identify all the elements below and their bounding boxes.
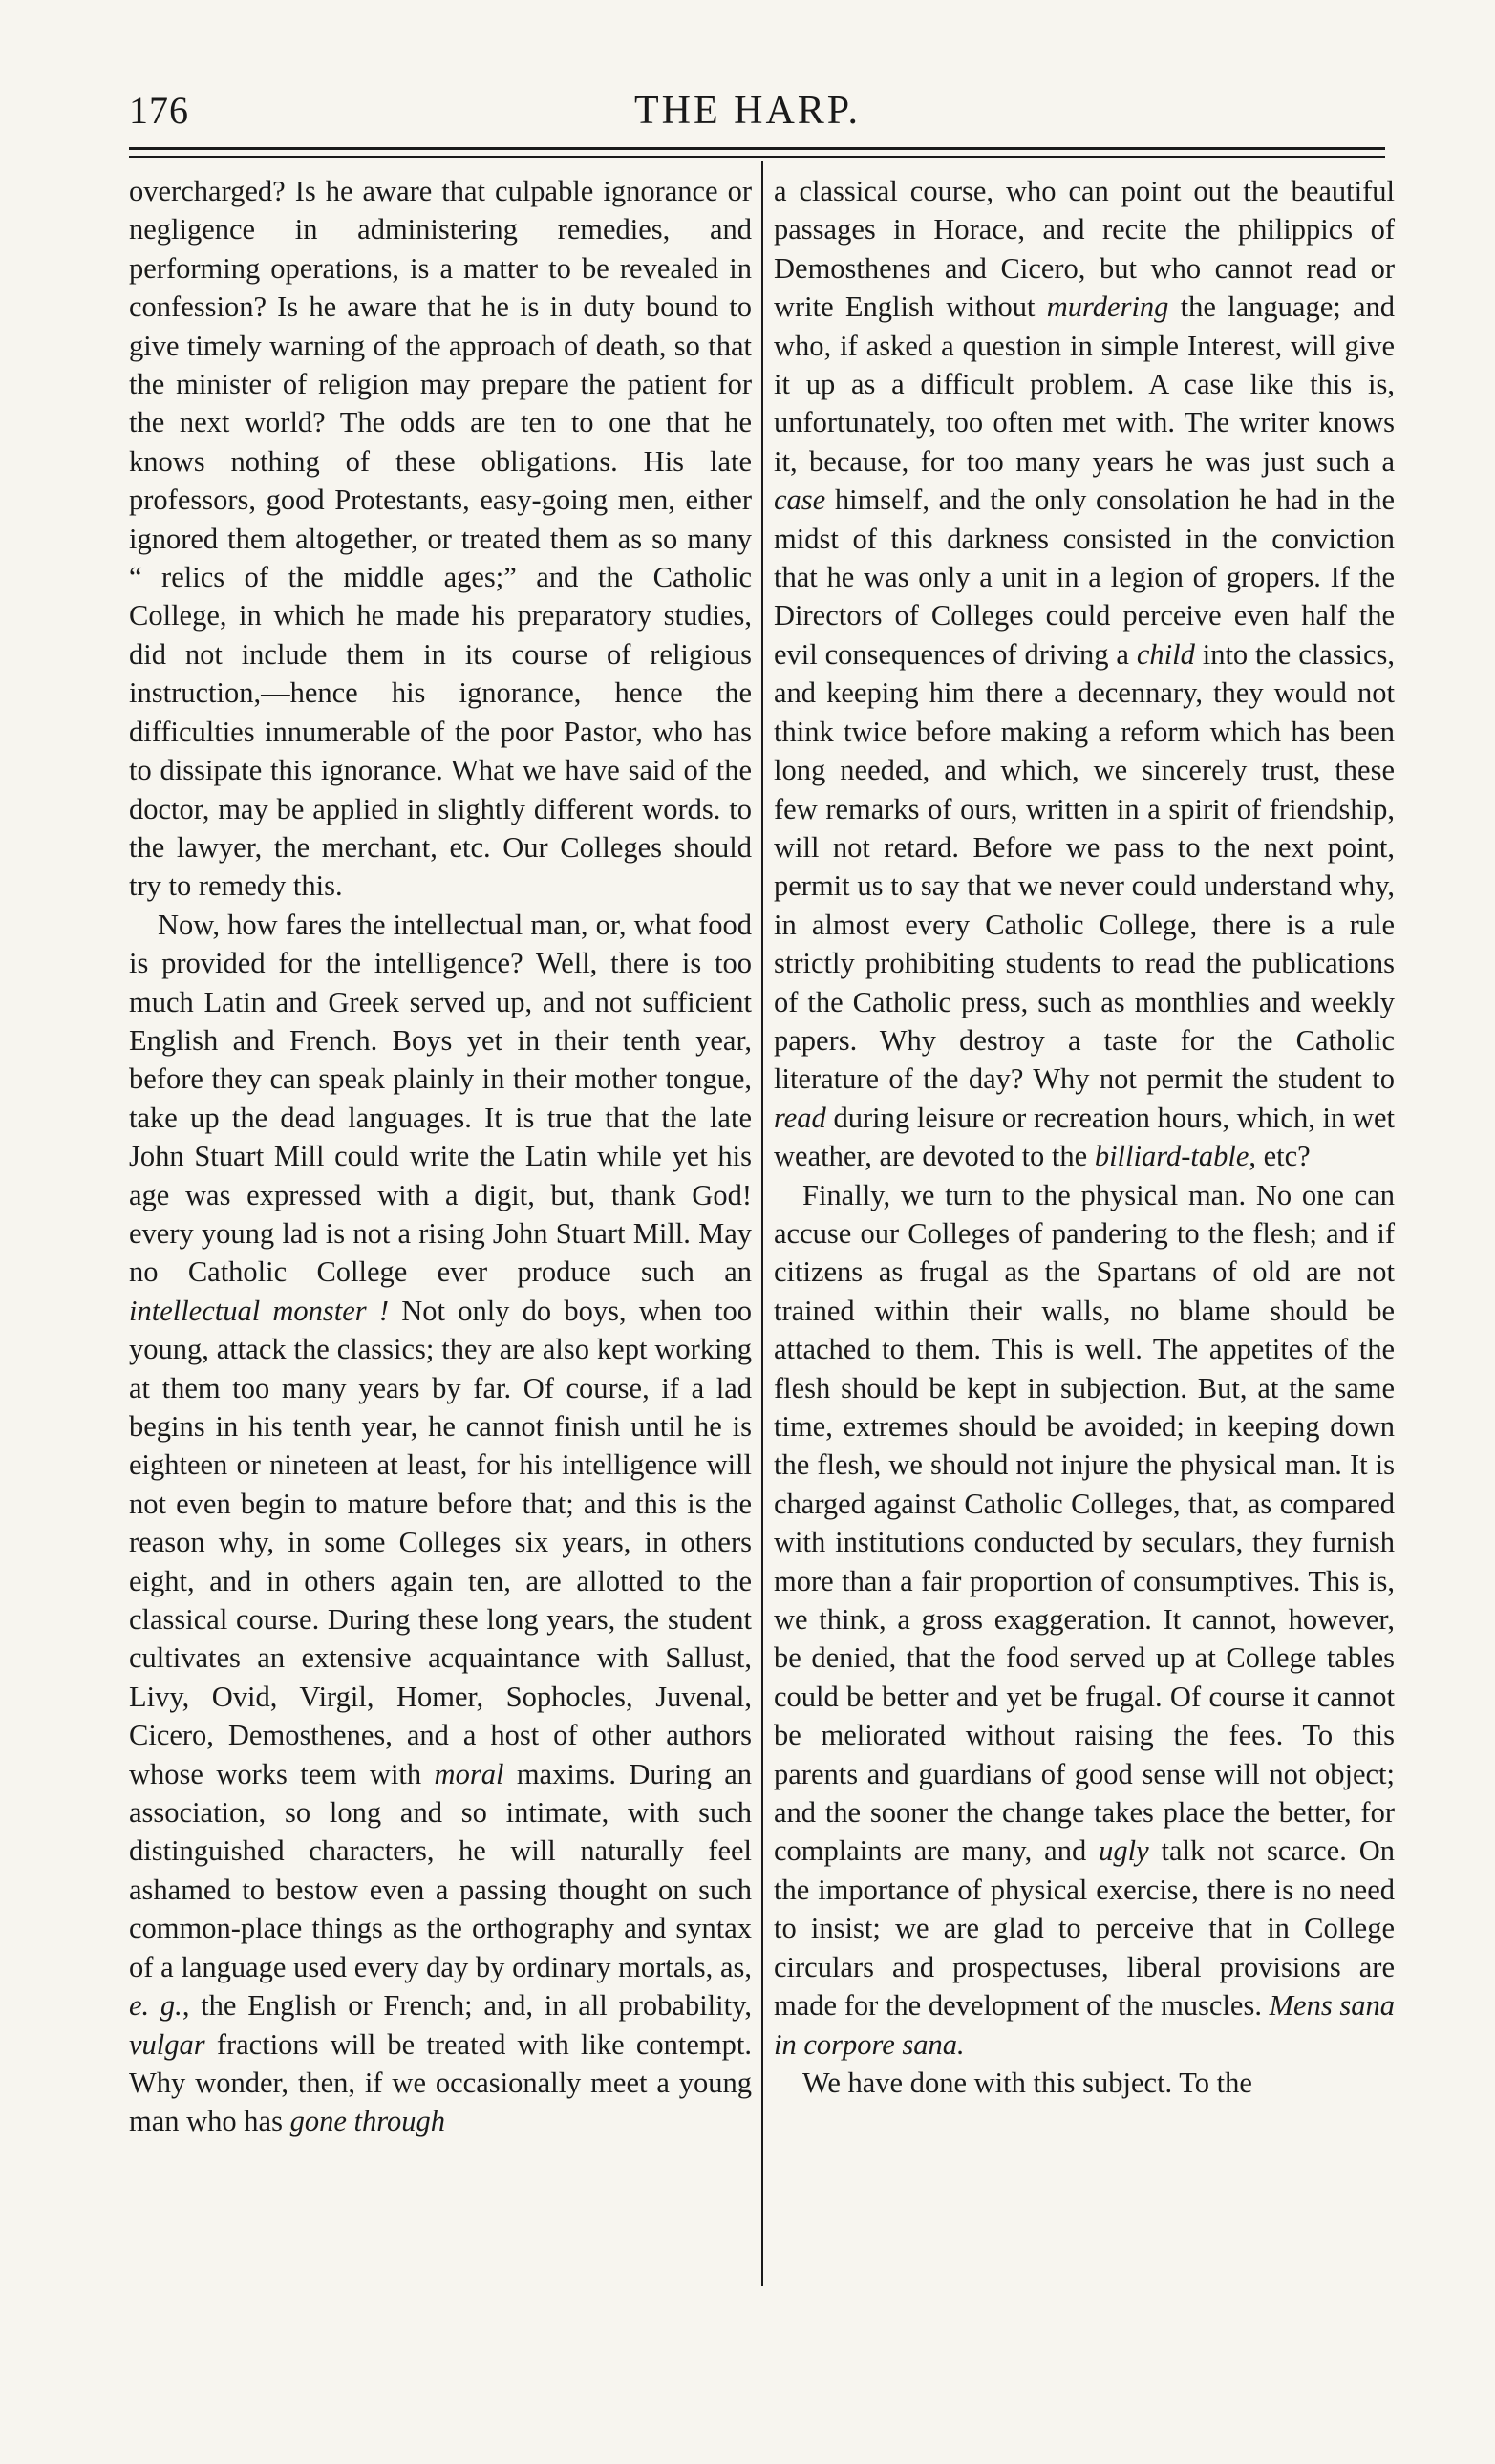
italic-run: e. g. xyxy=(129,1989,182,2023)
italic-run: ugly xyxy=(1099,1834,1149,1868)
paragraph-physical-man xyxy=(774,1176,1395,2064)
header-rule-top xyxy=(129,147,1385,150)
text-run: during leisure or recreation hours, which, in wet weather, are devoted to the xyxy=(774,1101,1395,1173)
text-run: overcharged? Is he aware that culpable ignorance or negligence in administering remedies, and performing operations, is a matter to be revealed in confession? Is he aware that he is in duty bound to give timely warning of the approach of death, so that the minister of religion may prepare the patient for the next world? The odds are ten to one that he knows nothing of these obligations. His late professors, good Protestants, easy-going men, either ignored them altogether, or treated them as so many “ relics of the middle ages;” and the Catholic College, in which he made his preparatory studies, did not include them in its course of religious instruction,—hence his ignorance, hence the difficulties innumerable of the poor Pastor, who has to dissipate this ignorance. What we have said of the doctor, may be applied in slightly different words. to the lawyer, the merchant, etc. Our Colleges should try to remedy this. xyxy=(129,175,752,903)
text-run: , etc? xyxy=(1249,1140,1311,1173)
italic-run: moral xyxy=(434,1757,504,1790)
text-run: himself, and the only consolation he had in the midst of this darkness consisted in the conviction that he was only a unit in a legion of gropers. If the Directors of Colleges could perceive even half the evil consequences of driving a xyxy=(774,483,1395,671)
italic-run: gone through xyxy=(289,2105,445,2138)
text-run: into the classics, and keeping him there a decennary, they would not think twice before making a reform which has been long needed, and which, we sincerely trust, these few remarks of ours, written in a spirit of friendship, will not retard. Before we pass to the next point, permit us to say that we never could understand why, in almost every Catholic College, there is a rule strictly prohibiting students to read the publications of the Catholic press, such as monthlies and weekly papers. Why destroy a taste for the Catholic literature of the day? Why not permit the student to xyxy=(774,637,1395,1096)
text-run: Not only do boys, when too young, attack the classics; they are also kept working at them too many years by far. Of course, if a lad begins in his tenth year, he cannot finish until he is eighteen or nineteen at least, for his intelligence will not even begin to mature before that; and this is the reason why, in some Colleges six years, in others eight, and in others again ten, are allotted to the classical course. During these long years, the student cultivates an extensive acquaintance with Sallust, Livy, Ovid, Virgil, Homer, Sophocles, Juvenal, Cicero, Demosthenes, and a host of other authors whose works teem with xyxy=(129,1294,752,1790)
text-run: We have done with this subject. To the xyxy=(802,2066,1252,2099)
paragraph-closing xyxy=(774,2064,1395,2102)
italic-run: murdering xyxy=(1046,290,1169,324)
running-title: THE HARP. xyxy=(633,89,862,133)
header-rule-bottom xyxy=(129,156,1385,158)
column-divider xyxy=(761,161,763,2286)
paragraph-intellectual-man xyxy=(129,906,752,2141)
italic-run: intellectual monster ! xyxy=(129,1294,390,1327)
italic-run: billiard-table xyxy=(1094,1140,1249,1173)
text-run: talk not scarce. On the importance of physical exercise, there is no need to insist; we are glad to perceive that in College circulars and prospectuses, liberal provisions are made for the development of the muscles. xyxy=(774,1834,1395,2023)
italic-run: Mens sana in corpore sana. xyxy=(774,1989,1395,2061)
italic-run: vulgar xyxy=(129,2027,205,2061)
text-run: , the English or French; and, in all probability, xyxy=(182,1989,752,2023)
italic-run: case xyxy=(774,483,826,517)
italic-run: read xyxy=(774,1101,826,1134)
paragraph-classical-course xyxy=(774,172,1395,1176)
text-run: fractions will be treated with like contempt. Why wonder, then, if we occasionally meet a young man who has xyxy=(129,2027,752,2138)
text-run: Finally, we turn to the physical man. No one can accuse our Colleges of pandering to the flesh; and if citizens as frugal as the Spartans of old are not trained within their walls, no blame should be attached to them. This is well. The appetites of the flesh should be kept in subjection. But, at the same time, extremes should be avoided; in keeping down the flesh, we should not injure the physical man. It is charged against Catholic Colleges, that, as compared with institutions conducted by seculars, they furnish more than a fair proportion of consumptives. This is, we think, a gross exaggeration. It cannot, however, be denied, that the food served up at College tables could be better and yet be frugal. Of course it cannot be meliorated without raising the fees. To this parents and guardians of good sense will not object; and the sooner the change takes place the better, for complaints are many, and xyxy=(774,1178,1395,1868)
text-run: a classical course, who can point out the beautiful passages in Horace, and recite the philippics of Demosthenes and Cicero, but who cannot read or write English without xyxy=(774,175,1395,324)
text-run: Now, how fares the intellectual man, or, what food is provided for the intelligence? Well, there is too much Latin and Greek served up, and not sufficient English and French. Boys yet in their tenth year, before they can speak plainly in their mother tongue, take up the dead languages. It is true that the late John Stuart Mill could write the Latin while yet his age was expressed with a digit, but, thank God! every young lad is not a rising John Stuart Mill. May no Catholic College ever produce such an xyxy=(129,908,752,1289)
text-run: the language; and who, if asked a question in simple Interest, will give it up as a difficult problem. A case like this is, unfortunately, too often met with. The writer knows it, because, for too many years he was just such a xyxy=(774,290,1395,478)
page-number: 176 xyxy=(129,89,189,132)
left-column xyxy=(129,172,752,2141)
right-column xyxy=(774,172,1395,2102)
text-run: maxims. During an association, so long and so intimate, with such distinguished characters, he will naturally feel ashamed to bestow even a passing thought on such common-place things as the orthography and syntax of a language used every day by ordinary mortals, as, xyxy=(129,1757,752,1983)
paragraph-doctors xyxy=(129,172,752,906)
italic-run: child xyxy=(1136,637,1195,671)
